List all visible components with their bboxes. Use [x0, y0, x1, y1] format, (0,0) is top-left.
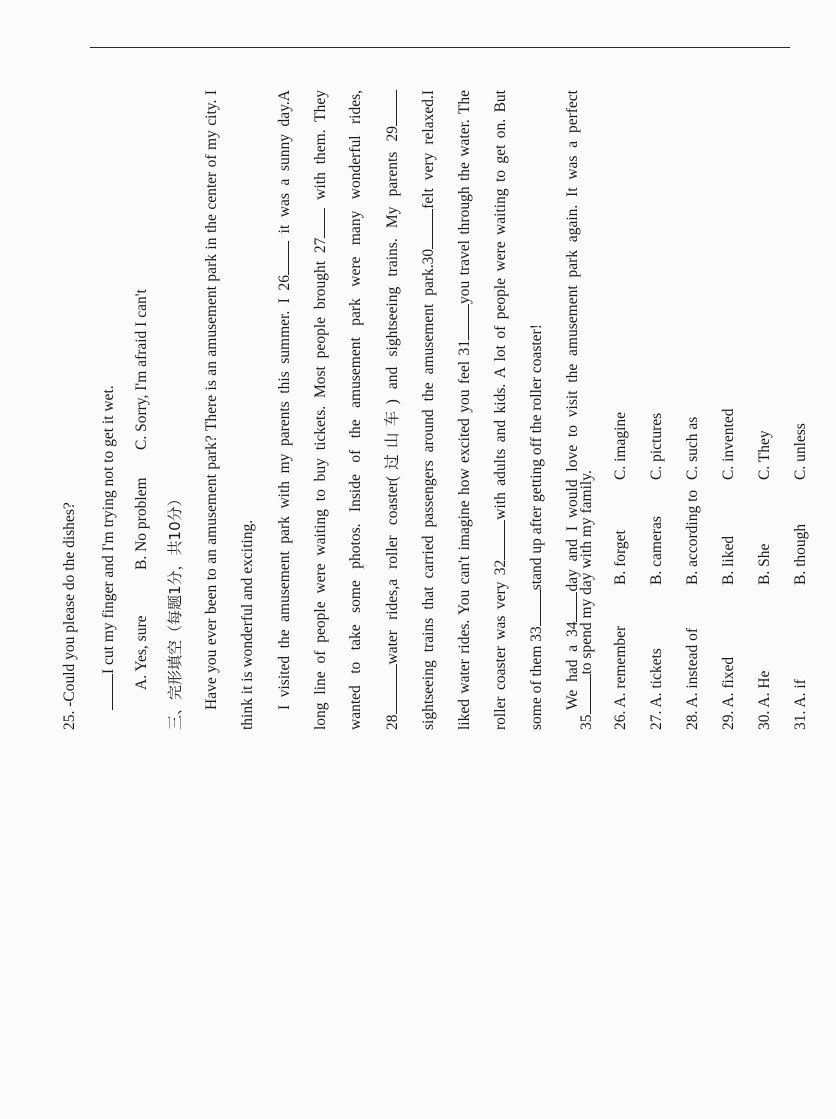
blank-27: [310, 208, 325, 238]
choice-31-b: B. though: [792, 523, 809, 585]
passage-text: stand up after getting off the roller coaster!: [528, 324, 545, 591]
choice-27-c: C. pictures: [648, 412, 665, 480]
option-25-a: A. Yes, sure: [133, 615, 150, 690]
passage-line-10: [526, 324, 547, 730]
choice-26-c: C. imagine: [612, 411, 629, 480]
choice-30-c: C. They: [756, 430, 773, 480]
choice-27-b: B. cameras: [648, 516, 665, 585]
question-25-reply: [98, 385, 119, 710]
passage-text: liked water rides. You can't imagine how excited you feel 31: [456, 339, 473, 730]
blank-31: [454, 304, 469, 340]
blank-32: [490, 520, 505, 560]
choice-29-c: C. invented: [720, 408, 737, 480]
passage-line-5: wanted to take some photos. Inside of the amusement park were many wonderful rides,: [347, 90, 364, 730]
passage-line-6: [382, 90, 403, 730]
choice-31-a: 31. A. if: [792, 679, 809, 730]
choice-31-c: C. unless: [792, 423, 809, 480]
choice-28-b: B. according to: [684, 489, 701, 585]
passage-text: felt very relaxed.I: [420, 90, 437, 209]
section-title: 三、完形填空（每题1分，共10分）: [166, 491, 184, 730]
passage-text: I visited the amusement park with my parents this summer. I 26: [276, 274, 293, 710]
passage-text: with adults and kids. A lot of people were waiting to get on. But: [492, 90, 509, 520]
passage-text: some of them 33: [528, 626, 545, 730]
blank-35: [576, 675, 591, 715]
option-25-c: C. Sorry, I'm afraid I can't: [133, 289, 150, 450]
passage-text: with them. They: [312, 90, 329, 200]
passage-text: day and I would love to visit the amusement park again. It was a perfect: [564, 90, 581, 592]
blank-29: [382, 90, 397, 126]
passage-line-12: [576, 470, 597, 730]
question-25-reply-text: I cut my finger and I'm trying not to get it wet.: [100, 385, 117, 674]
passage-text: it was a sunny day.A: [276, 89, 293, 234]
blank-33: [526, 590, 541, 626]
passage-line-8: [454, 90, 475, 730]
passage-text: 28: [384, 714, 401, 730]
question-25: 25. -Could you please do the dishes?: [61, 502, 78, 730]
choice-29-a: 29. A. fixed: [720, 656, 737, 730]
choice-30-a: 30. A. He: [756, 670, 773, 730]
passage-line-3: [274, 90, 295, 710]
blank-28: [382, 665, 397, 715]
passage-text: water rides,a roller coaster(过山车) and sightseeing trains. My parents 29: [384, 126, 401, 665]
passage-text: 35: [578, 714, 595, 730]
choice-28-a: 28. A. instead of: [684, 627, 701, 730]
rotated-exam-page: [60, 70, 600, 730]
passage-line-2: think it is wonderful and exciting.: [239, 519, 256, 730]
passage-text: to spend my day with my family.: [578, 470, 595, 675]
choice-26-b: B. forget: [612, 530, 629, 585]
passage-text: you travel through the water. The: [456, 90, 473, 304]
choice-29-b: B. liked: [720, 535, 737, 585]
rotated-exam-page-continued: [576, 70, 836, 730]
passage-line-4: [310, 90, 331, 730]
choice-27-a: 27. A. tickets: [648, 648, 665, 730]
option-25-b: B. No problem: [133, 477, 150, 570]
passage-text: long line of people were waiting to buy tickets. Most people brought 27: [312, 237, 329, 730]
passage-line-9: [490, 90, 511, 730]
answer-blank: [98, 674, 113, 710]
blank-34: [562, 592, 577, 622]
passage-text: sightseeing trains that carried passengers around the amusement park.30: [420, 248, 437, 730]
passage-text: We had a 34: [564, 621, 581, 710]
choice-30-b: B. She: [756, 543, 773, 585]
passage-line-7: [418, 90, 439, 730]
passage-text: roller coaster was very 32: [492, 559, 509, 730]
blank-26: [274, 241, 289, 275]
page-top-rule: [90, 47, 790, 48]
choice-26-a: 26. A. remember: [612, 625, 629, 730]
blank-30: [418, 209, 433, 249]
passage-line-1: Have you ever been to an amusement park? There is an amusement park in the center of my city. I: [203, 90, 220, 710]
choice-28-c: C. such as: [684, 416, 701, 480]
